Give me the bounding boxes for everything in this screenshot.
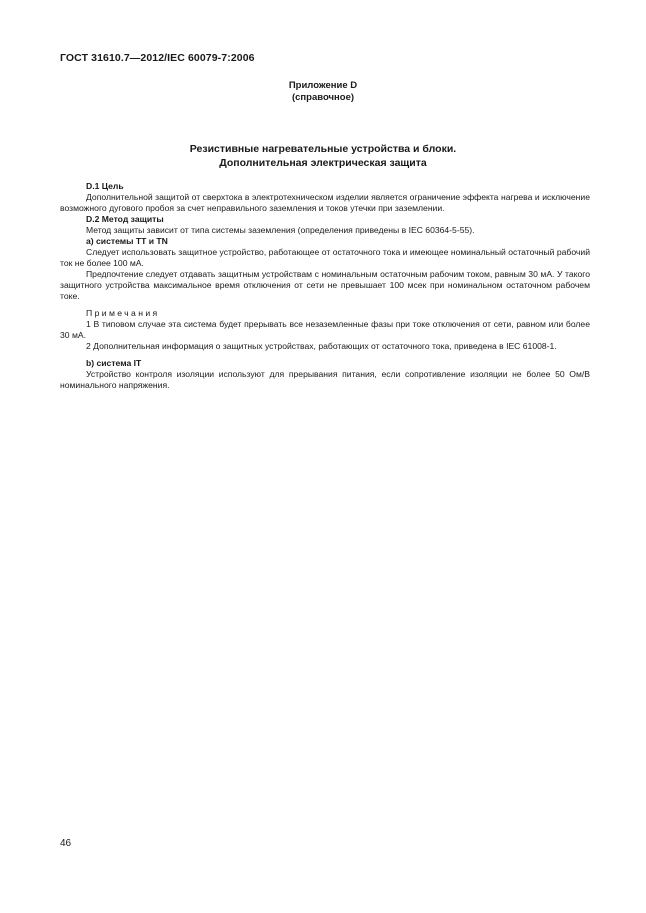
appendix-type: (справочное) (291, 92, 355, 103)
section-d1-text: Дополнительной защитой от сверхтока в электротехническом изделии является ограничение эффекта нагрева и исключение возможного дугового пробоя за счет неправильного заземления и токов утечки при заземлении. (60, 192, 590, 213)
subsection-a-text-1: Следует использовать защитное устройство, работающее от остаточного тока и имеющее номинальный остаточный рабочий ток не более 100 мА. (60, 247, 590, 268)
section-d2-text: Метод защиты зависит от типа системы заземления (определения приведены в IEC 60364-5-55). (86, 225, 475, 235)
page-number: 46 (60, 838, 72, 849)
title-line-1: Резистивные нагревательные устройства и блоки. (189, 143, 457, 155)
subsection-a-text-2: Предпочтение следует отдавать защитным устройствам с номинальным остаточным рабочим током, равным 30 мА. У такого защитного устройства максимальное время отключения от сети не превышает 100 мсек при номинальном остаточном рабочем токе. (60, 269, 590, 301)
title-line-2: Дополнительная электрическая защита (219, 157, 427, 169)
section-d1-heading: D.1 Цель (86, 181, 124, 191)
subsection-a-heading: а) системы TT и TN (86, 236, 168, 246)
subsection-b-text: Устройство контроля изоляции используют для прерывания питания, если сопротивление изоляции не более 50 Ом/В номинального напряжения. (60, 369, 590, 390)
note-2: 2 Дополнительная информация о защитных устройствах, работающих от остаточного тока, приведена в IEC 61008-1. (86, 341, 557, 351)
section-d2-heading: D.2 Метод защиты (86, 214, 164, 224)
document-title (0, 142, 646, 170)
document-body (60, 181, 590, 391)
standard-header: ГОСТ 31610.7—2012/IEC 60079-7:2006 (60, 52, 255, 64)
notes-heading: Примечания (86, 308, 160, 318)
note-1: 1 В типовом случае эта система будет прерывать все незаземленные фазы при токе отключения от сети, равном или более 30 мА. (60, 319, 590, 340)
subsection-b-heading: b) система IT (86, 358, 142, 368)
appendix-label: Приложение D (288, 80, 358, 91)
appendix-block (0, 80, 646, 104)
